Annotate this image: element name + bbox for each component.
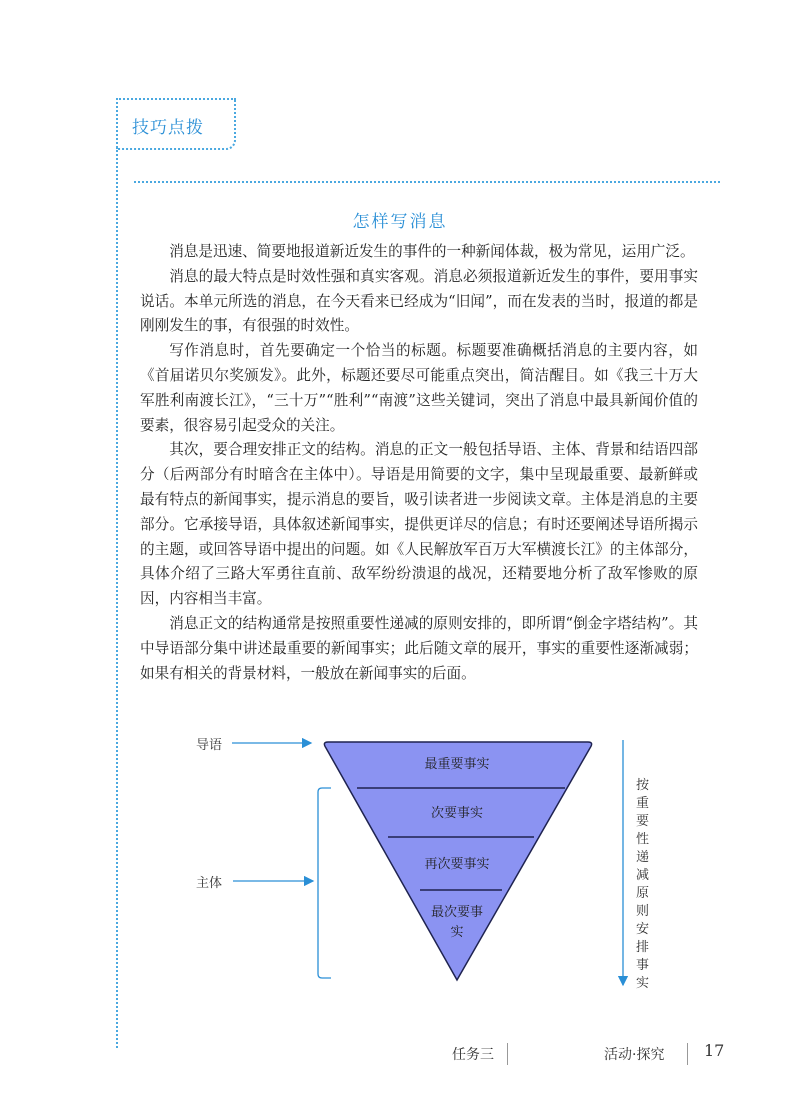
article-title: 怎样写消息	[352, 212, 448, 232]
lead-label: 导语	[196, 738, 223, 753]
paragraph-5: 消息正文的结构通常是按照重要性递减的原则安排的，即所谓“倒金字塔结构”。其中导语部分集中讲述最重要的新闻事实；此后随文章的展开，事实的重要性逐渐减弱；如果有相关的背景材料，一般放在新闻事实的后面。	[140, 614, 698, 682]
paragraph-4: 其次，要合理安排正文的结构。消息的正文一般包括导语、主体、背景和结语四部分（后两部分有时暗含在主体中）。导语是用简要的文字，集中呈现最重要、最新鲜或最有特点的新闻事实，提示消息的要旨，吸引读者进一步阅读文章。主体是消息的主要部分。它承接导语，具体叙述新闻事实，提供更详尽的信息；有时还要阐述导语所揭示的主题，或回答导语中提出的问题。如《人民解放军百万大军横渡长江》的主体部分，具体介绍了三路大军勇往直前、敌军纷纷溃退的战况，还精要地分析了敌军惨败的原因，内容相当丰富。	[140, 441, 698, 608]
paragraph-2: 消息的最大特点是时效性强和真实客观。消息必须报道新近发生的事件，要用事实说话。本单元所选的消息，在今天看来已经成为“旧闻”，而在发表的当时，报道的都是刚刚发生的事，有很强的时效性。	[140, 267, 698, 335]
inverted-pyramid-diagram	[0, 730, 800, 1000]
section-label: 技巧点拨	[132, 118, 204, 138]
layer-label-tertiary: 再次要事实	[424, 857, 490, 872]
body-bracket	[318, 788, 331, 978]
layer-label-secondary: 次要事实	[430, 806, 483, 821]
footer-separator-2	[687, 1043, 688, 1065]
footer-separator-1	[507, 1043, 508, 1065]
footer-activity: 活动·探究	[604, 1047, 665, 1063]
footer-task: 任务三	[452, 1047, 494, 1063]
body-label: 主体	[196, 876, 223, 891]
layer-label-most-important: 最重要事实	[424, 757, 490, 772]
paragraph-3: 写作消息时，首先要确定一个恰当的标题。标题要准确概括消息的主要内容，如《首届诺贝尔奖颁发》。此外，标题还要尽可能重点突出，简洁醒目。如《我三十万大军胜利南渡长江》，“三十万”“胜利”“南渡”这些关键词，突出了消息中最具新闻价值的要素，很容易引起受众的关注。	[140, 342, 698, 434]
paragraph-1: 消息是迅速、简要地报道新近发生的事件的一种新闻体裁，极为常见，运用广泛。	[169, 243, 695, 260]
section-divider	[134, 181, 720, 183]
article-body	[140, 240, 698, 686]
importance-note: 按重要性递减原则安排事实	[636, 778, 650, 991]
page-number: 17	[704, 1041, 725, 1060]
layer-label-least-important: 最次要事实	[430, 905, 483, 940]
